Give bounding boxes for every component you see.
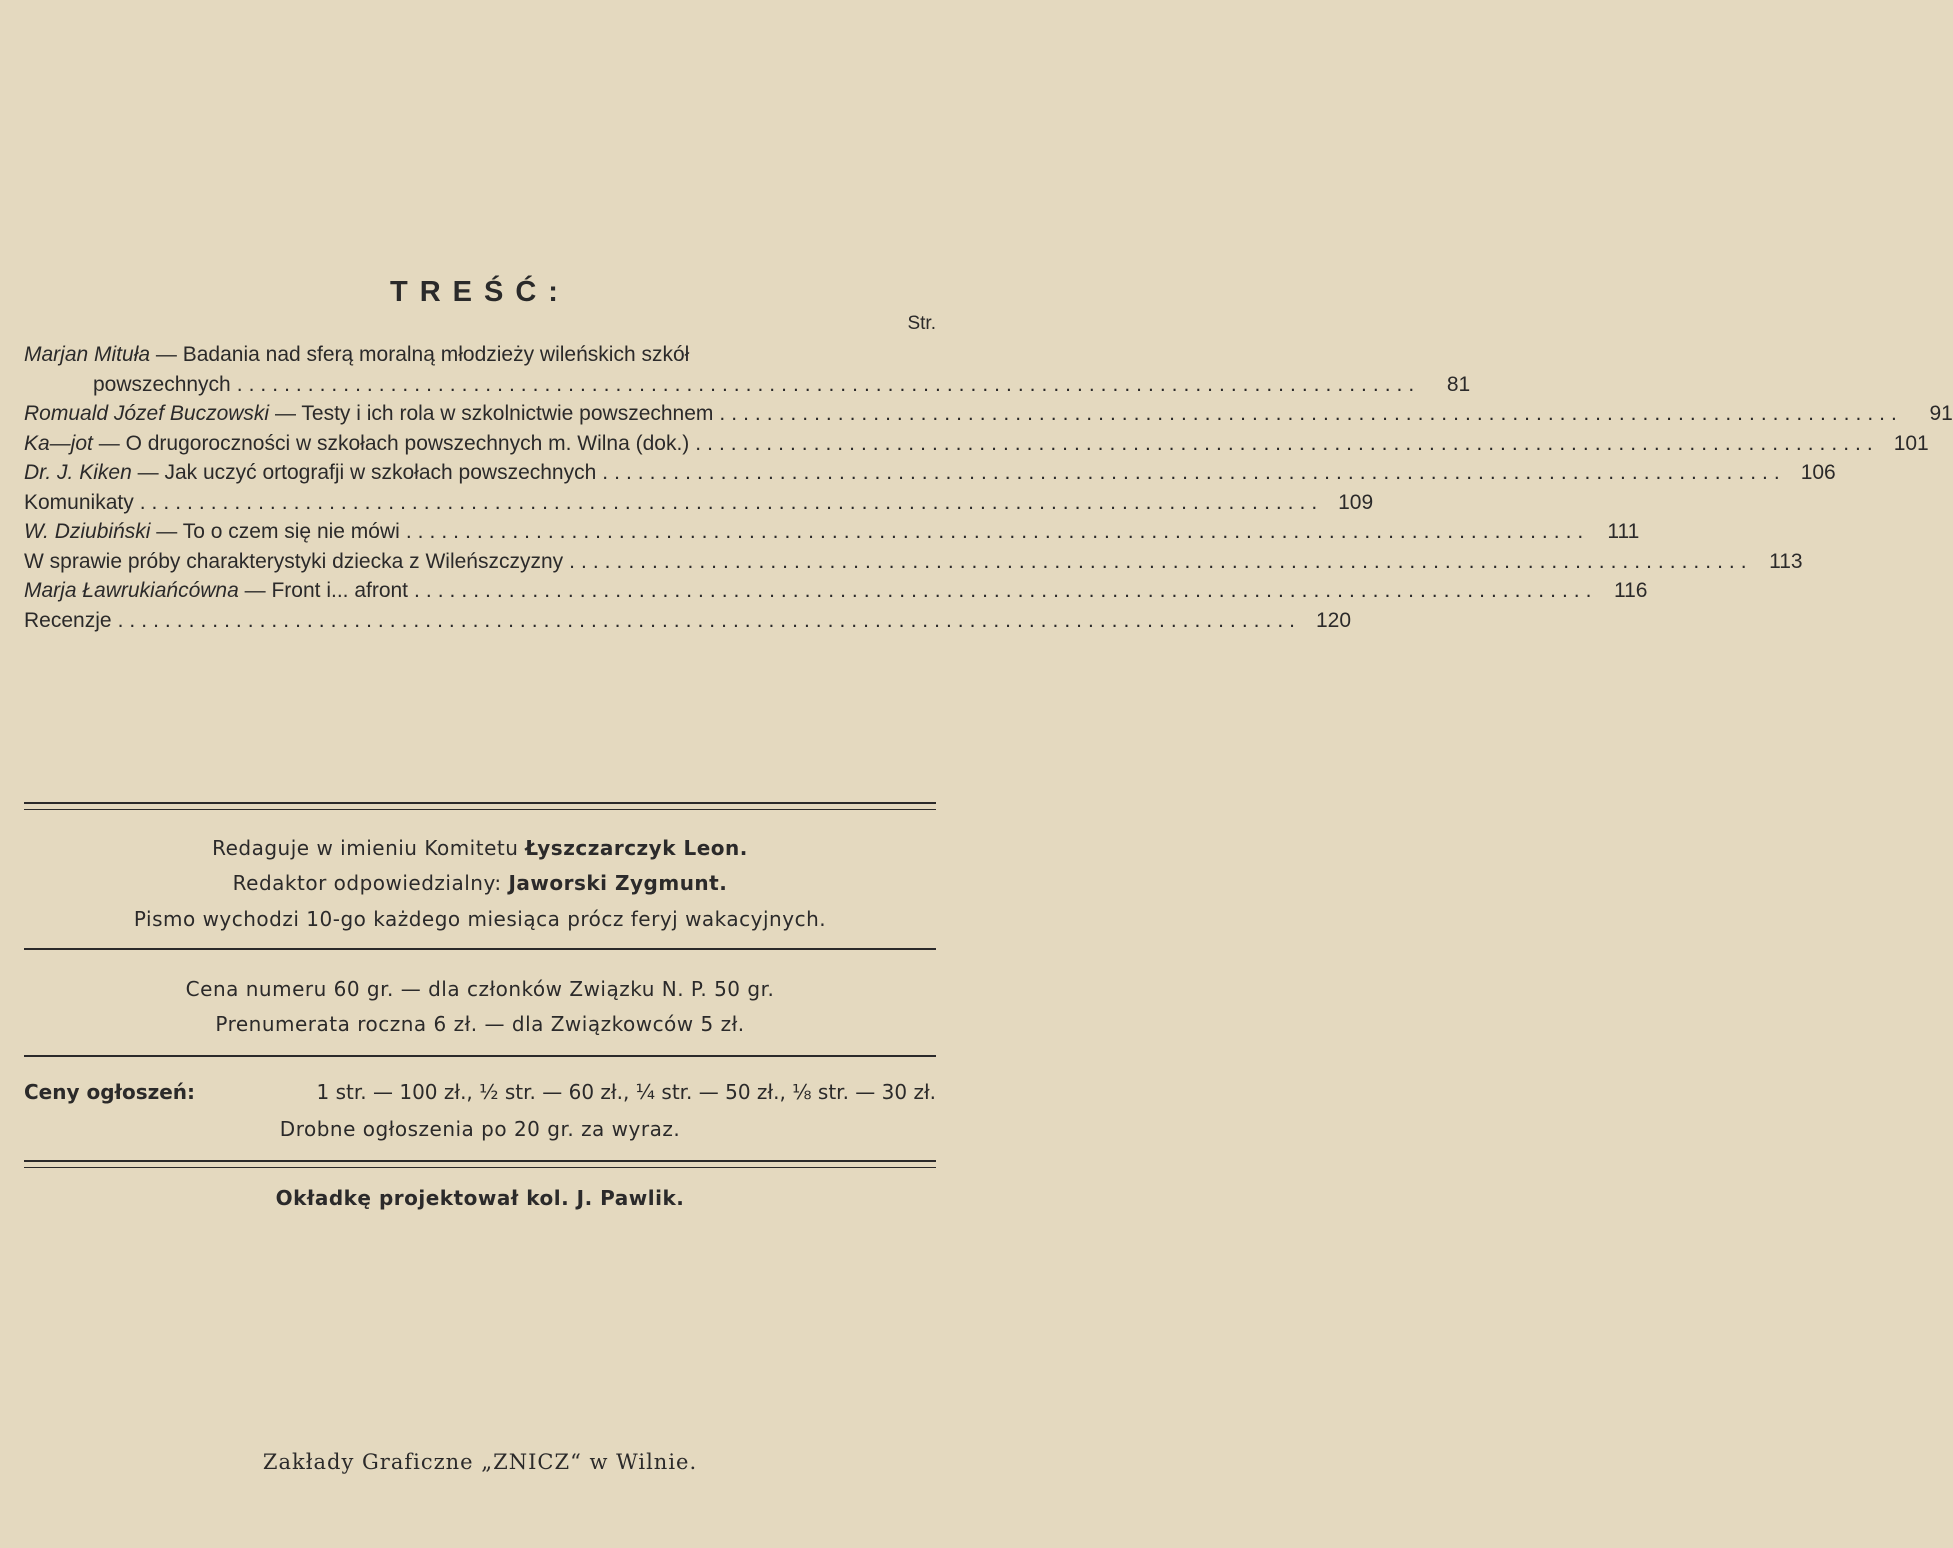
leader-dots: .................................................................................................... — [602, 461, 1786, 484]
toc-entry-page: 81 — [1446, 372, 1471, 396]
leader-dots: .................................................................................................... — [236, 372, 1421, 396]
toc-entry-page: 106 — [1800, 461, 1836, 484]
leader-dots: .................................................................................................... — [569, 549, 1753, 573]
toc-entry-title: Komunikaty — [24, 490, 134, 514]
toc-entry-title: Front i... afront — [271, 579, 409, 602]
editor-line: Redaguje w imieniu Komitetu Łyszczarczyk Leon. — [212, 836, 748, 860]
toc-entry — [24, 488, 1374, 518]
issue-price: Cena numeru 60 gr. — dla członków Związku N. P. 50 gr. — [185, 977, 775, 1001]
leader-dots: .................................................................................................... — [414, 579, 1598, 602]
page-column-label: Str. — [907, 313, 936, 334]
toc-entry-title: To o czem się nie mówi — [182, 520, 400, 543]
toc-entry — [24, 606, 1352, 636]
printer-imprint: Zakłady Graficzne „ZNICZ“ w Wilnie. — [262, 1450, 698, 1474]
toc-entry-author: Dr. J. Kiken — [24, 461, 132, 484]
toc-entry-author: Marjan Mituła — [24, 343, 151, 366]
toc-entry-page: 113 — [1769, 549, 1803, 573]
advertising-rates — [24, 1080, 936, 1104]
toc-entry-page: 120 — [1315, 608, 1352, 632]
leader-dots: .................................................................................................... — [117, 608, 1302, 632]
toc-entry-title: Recenzje — [24, 608, 112, 632]
responsible-editor-line: Redaktor odpowiedzialny: Jaworski Zygmunt. — [232, 871, 728, 895]
publication-schedule: Pismo wychodzi 10-go każdego miesiąca prócz feryj wakacyjnych. — [133, 907, 827, 931]
toc-entry: Marjan Mituła — Badania nad sferą moralną młodzieży wileńskich szkół — [24, 343, 690, 366]
toc-entry-author: Ka—jot — [24, 431, 93, 455]
leader-dots: .................................................................................................... — [405, 520, 1590, 543]
toc-entry — [24, 547, 1803, 577]
toc-entry: Ka—jot — O drugoroczności w szkołach powszechnych m. Wilna (dok.) .................................................................................................... 101 — [24, 429, 938, 459]
toc-entry: Romuald Józef Buczowski — Testy i ich rola w szkolnictwie powszechnem .................................................................................................... 91 — [24, 399, 938, 429]
toc-entry-page: 111 — [1607, 520, 1640, 543]
toc-entry: W. Dziubiński — To o czem się nie mówi .................................................................................................... 111 — [24, 517, 938, 547]
leader-dots: .................................................................................................... — [719, 402, 1903, 425]
toc-entry-page: 91 — [1929, 402, 1953, 425]
divider-rule — [24, 1160, 936, 1168]
toc-entry-author: Marja Ławrukiańcówna — [24, 579, 239, 602]
toc-entry-continuation — [24, 370, 1471, 400]
toc-entry-title: powszechnych — [93, 372, 231, 396]
subscription-price: Prenumerata roczna 6 zł. — dla Związkowców 5 zł. — [215, 1012, 745, 1036]
advertising-rates-label: Ceny ogłoszeń: — [24, 1080, 196, 1104]
responsible-editor-name: Jaworski Zygmunt. — [508, 871, 728, 895]
toc-entry-title: Jak uczyć ortografji w szkołach powszechnych — [164, 461, 597, 484]
leader-dots: .................................................................................................... — [139, 490, 1324, 514]
toc-entry-page: 109 — [1338, 490, 1374, 514]
divider-rule — [24, 1055, 936, 1057]
toc-entry: Dr. J. Kiken — Jak uczyć ortografji w szkołach powszechnych .................................................................................................... 106 — [24, 458, 938, 488]
toc-entry-page: 101 — [1893, 431, 1929, 455]
toc-entry-title: O drugoroczności w szkołach powszechnych m. Wilna (dok.) — [125, 431, 690, 455]
toc-entry-page: 116 — [1614, 579, 1648, 602]
table-of-contents — [24, 340, 1953, 635]
small-ads-rate: Drobne ogłoszenia po 20 gr. za wyraz. — [279, 1117, 681, 1141]
divider-rule — [24, 948, 936, 950]
editor-name: Łyszczarczyk Leon. — [525, 836, 748, 860]
toc-entry-title: Badania nad sferą moralną młodzieży wileńskich szkół — [182, 343, 690, 366]
divider-rule — [24, 802, 936, 810]
toc-entry-author: Romuald Józef Buczowski — [24, 402, 270, 425]
toc-entry-author: W. Dziubiński — [24, 520, 151, 543]
toc-heading: TREŚĆ: — [390, 276, 570, 308]
toc-entry-title: Testy i ich rola w szkolnictwie powszechnem — [301, 402, 714, 425]
advertising-rates-values: 1 str. — 100 zł., ½ str. — 60 zł., ¼ str. — 50 zł., ⅛ str. — 30 zł. — [316, 1080, 936, 1104]
leader-dots: .................................................................................................... — [695, 431, 1879, 455]
toc-entry: Marja Ławrukiańcówna — Front i... afront .................................................................................................... 116 — [24, 576, 938, 606]
toc-entry-title: W sprawie próby charakterystyki dziecka z Wileńszczyzny — [24, 549, 564, 573]
cover-credit: Okładkę projektował kol. J. Pawlik. — [275, 1186, 685, 1210]
